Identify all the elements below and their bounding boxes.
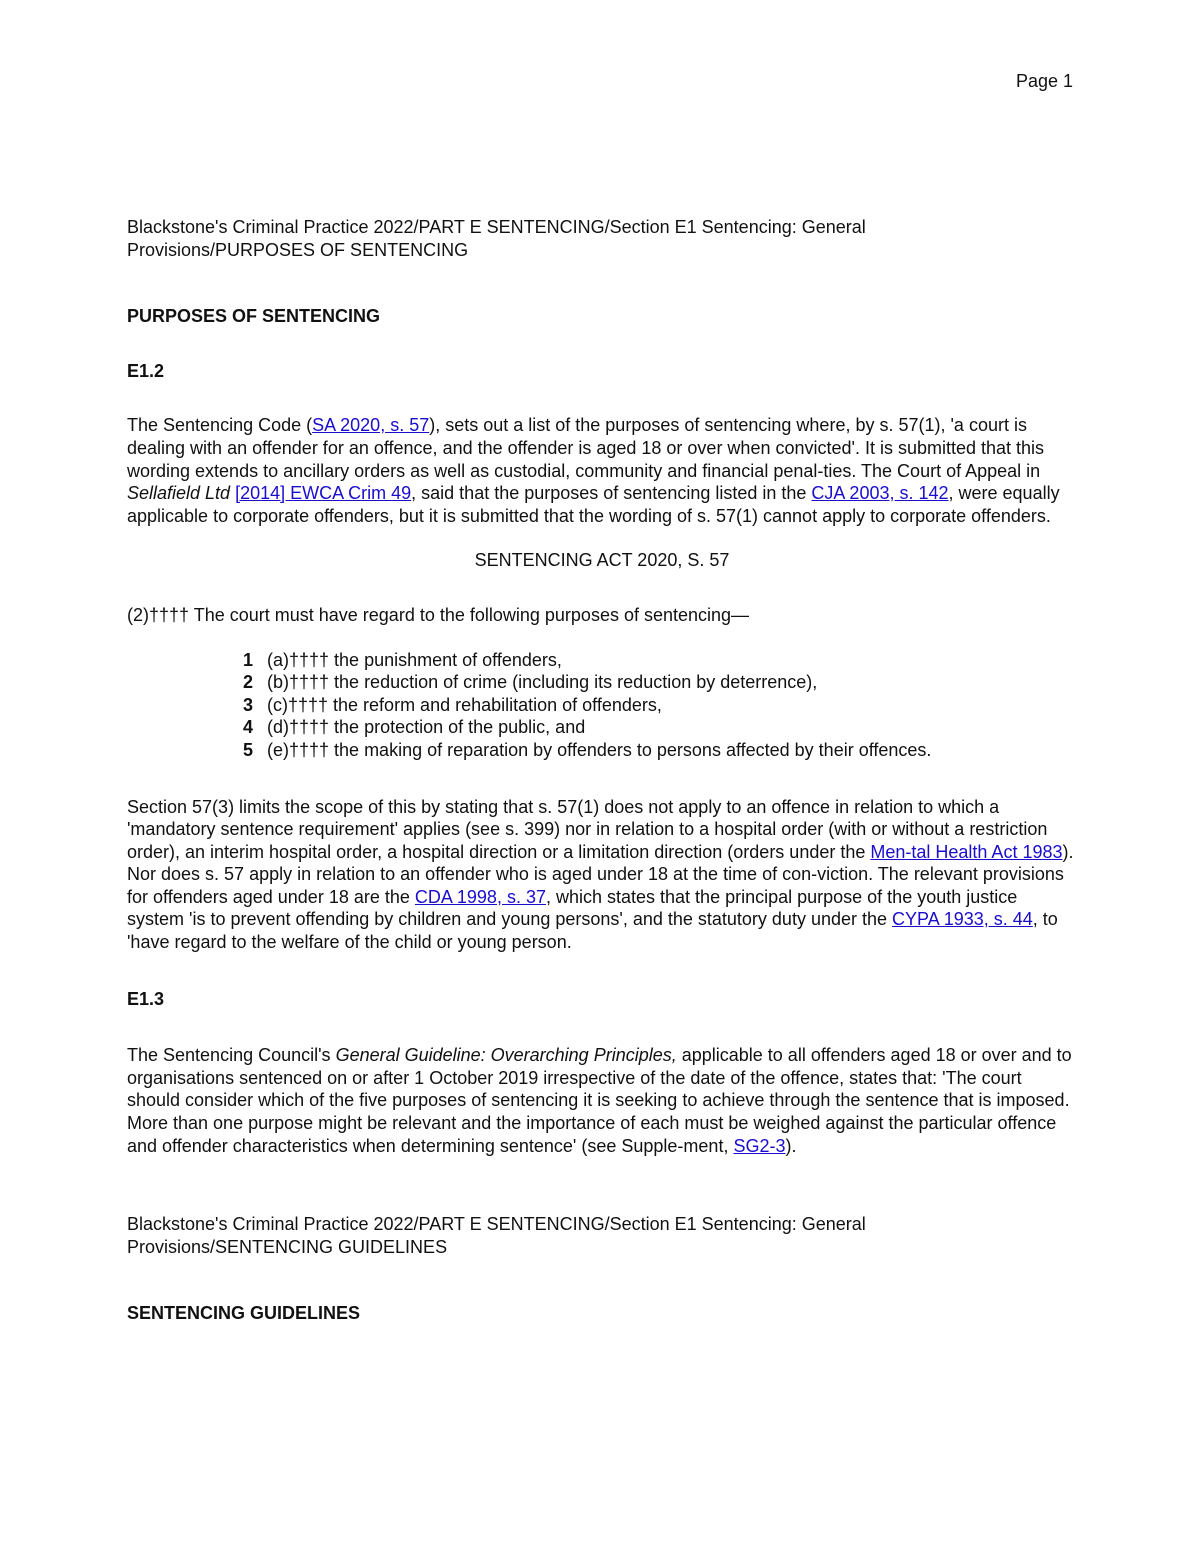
paragraph-sentencing-council: The Sentencing Council's General Guideline: Overarching Principles, applicable to all offenders aged 18 or over and to organisations sentenced on or after 1 October 2019 irrespective of the date of the offence, states that: 'The court should consider which of the five purposes of sentencing it is seeking to achieve through the sentence that is imposed. More than one purpose might be relevant and the importance of each must be weighed against the particular offence and offender characteristics when determining sentence' (see Supple-ment, SG2-3).: [127, 1045, 1072, 1156]
link-cja-2003-s142[interactable]: CJA 2003, s. 142: [811, 483, 949, 504]
subsection-2: (2)†††† The court must have regard to the following purposes of sentencing—: [127, 604, 750, 625]
link-mental-health-act-1983[interactable]: Men-tal Health Act 1983: [870, 841, 1063, 862]
case-name: Sellafield Ltd: [127, 483, 231, 504]
link-ewca-crim-49[interactable]: [2014] EWCA Crim 49: [235, 483, 412, 504]
list-item: 1 (a)†††† the punishment of offenders,: [243, 649, 562, 670]
purposes-list: [127, 649, 1077, 762]
guideline-title: General Guideline: Overarching Principles,: [335, 1045, 677, 1066]
link-sg2-3[interactable]: SG2-3: [733, 1135, 786, 1156]
link-cypa-1933-s44[interactable]: CYPA 1933, s. 44: [892, 909, 1033, 930]
paragraph-section-57-3: Section 57(3) limits the scope of this by stating that s. 57(1) does not apply to an offence in relation to which a 'mandatory sentence requirement' applies (see s. 399) nor in relation to a hospital order (with or without a restriction order), an interim hospital order, a hospital direction or a limitation direction (orders under the Men-tal Health Act 1983). Nor does s. 57 apply in relation to an offender who is aged under 18 at the time of con-viction. The relevant provisions for offenders aged under 18 are the CDA 1998, s. 37, which states that the principal purpose of the youth justice system 'is to prevent offending by children and young persons', and the statutory duty under the CYPA 1933, s. 44, to 'have regard to the welfare of the child or young person.: [127, 796, 1074, 953]
statute-title: SENTENCING ACT 2020, S. 57: [474, 550, 730, 571]
heading-purposes-of-sentencing: PURPOSES OF SENTENCING: [127, 306, 381, 327]
section-e1-2: E1.2: [127, 360, 165, 381]
page-number: Page 1: [1015, 71, 1073, 91]
heading-sentencing-guidelines: SENTENCING GUIDELINES: [127, 1303, 361, 1324]
breadcrumb-purposes: Blackstone's Criminal Practice 2022/PART E SENTENCING/Section E1 Sentencing: General Provisions/PURPOSES OF SENTENCING: [127, 217, 866, 260]
page-content: [127, 216, 1077, 1325]
list-item: 5 (e)†††† the making of reparation by offenders to persons affected by their offences.: [243, 739, 932, 760]
list-item: 4 (d)†††† the protection of the public, and: [243, 717, 586, 738]
list-item: 2 (b)†††† the reduction of crime (including its reduction by deterrence),: [243, 672, 818, 693]
section-e1-3: E1.3: [127, 988, 165, 1009]
list-item: 3 (c)†††† the reform and rehabilitation of offenders,: [243, 694, 662, 715]
breadcrumb-guidelines: Blackstone's Criminal Practice 2022/PART E SENTENCING/Section E1 Sentencing: General Provisions/SENTENCING GUIDELINES: [127, 1214, 866, 1257]
paragraph-sentencing-code: The Sentencing Code (SA 2020, s. 57), sets out a list of the purposes of sentencing where, by s. 57(1), 'a court is dealing with an offender for an offence, and the offender is aged 18 or over when convicted'. It is submitted that this wording extends to ancillary orders as well as custodial, community and financial penal-ties. The Court of Appeal in Sellafield Ltd [2014] EWCA Crim 49, said that the purposes of sentencing listed in the CJA 2003, s. 142, were equally applicable to corporate offenders, but it is submitted that the wording of s. 57(1) cannot apply to corporate offenders.: [127, 415, 1060, 526]
link-sa-2020-s57[interactable]: SA 2020, s. 57: [312, 415, 430, 436]
link-cda-1998-s37[interactable]: CDA 1998, s. 37: [414, 886, 546, 907]
